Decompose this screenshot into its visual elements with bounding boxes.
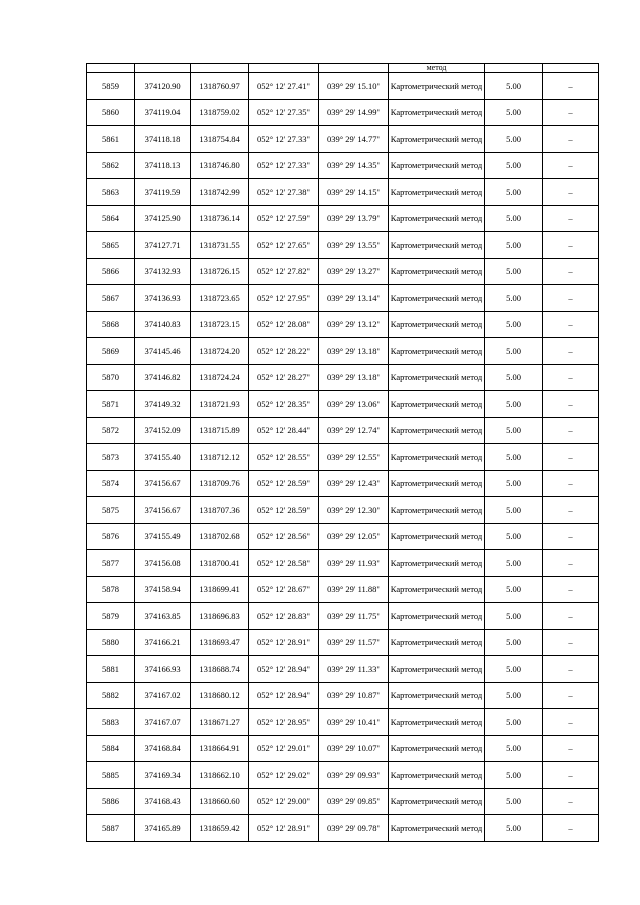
table-row: [87, 417, 599, 444]
cell-method: Картометрический метод: [389, 232, 485, 259]
cell-latitude: 052° 12' 28.55": [249, 444, 319, 471]
table-row: [87, 656, 599, 683]
cell-x: 374168.43: [135, 788, 191, 815]
cell-y: [191, 64, 249, 73]
cell-accuracy: 5.00: [485, 152, 543, 179]
cell-method: Картометрический метод: [389, 815, 485, 842]
cell-method: Картометрический метод: [389, 73, 485, 100]
table-row: [87, 179, 599, 206]
cell-accuracy: 5.00: [485, 470, 543, 497]
cell-description: –: [543, 576, 599, 603]
cell-longitude: 039° 29' 13.55": [319, 232, 389, 259]
cell-x: 374156.67: [135, 470, 191, 497]
cell-longitude: 039° 29' 14.15": [319, 179, 389, 206]
cell-latitude: 052° 12' 28.59": [249, 497, 319, 524]
table-row: [87, 815, 599, 842]
cell-latitude: 052° 12' 27.82": [249, 258, 319, 285]
cell-latitude: 052° 12' 28.91": [249, 629, 319, 656]
cell-y: 1318700.41: [191, 550, 249, 577]
table-row: [87, 99, 599, 126]
cell-latitude: 052° 12' 29.02": [249, 762, 319, 789]
cell-method: метод: [389, 64, 485, 73]
cell-accuracy: 5.00: [485, 497, 543, 524]
cell-x: 374167.07: [135, 709, 191, 736]
cell-latitude: 052° 12' 27.33": [249, 152, 319, 179]
cell-accuracy: 5.00: [485, 99, 543, 126]
cell-point-number: 5873: [87, 444, 135, 471]
cell-latitude: 052° 12' 28.22": [249, 338, 319, 365]
table-body: [87, 64, 599, 842]
cell-x: 374118.18: [135, 126, 191, 153]
cell-longitude: 039° 29' 13.18": [319, 364, 389, 391]
cell-y: 1318709.76: [191, 470, 249, 497]
cell-accuracy: 5.00: [485, 629, 543, 656]
cell-longitude: 039° 29' 11.88": [319, 576, 389, 603]
cell-method: Картометрический метод: [389, 709, 485, 736]
cell-longitude: 039° 29' 11.75": [319, 603, 389, 630]
cell-y: 1318696.83: [191, 603, 249, 630]
cell-y: 1318754.84: [191, 126, 249, 153]
cell-latitude: 052° 12' 28.94": [249, 656, 319, 683]
cell-y: 1318712.12: [191, 444, 249, 471]
cell-point-number: 5864: [87, 205, 135, 232]
cell-longitude: 039° 29' 14.35": [319, 152, 389, 179]
cell-longitude: 039° 29' 10.87": [319, 682, 389, 709]
cell-x: 374118.13: [135, 152, 191, 179]
cell-description: –: [543, 603, 599, 630]
cell-x: 374165.89: [135, 815, 191, 842]
cell-accuracy: [485, 64, 543, 73]
cell-latitude: 052° 12' 27.65": [249, 232, 319, 259]
cell-y: 1318702.68: [191, 523, 249, 550]
cell-longitude: 039° 29' 12.55": [319, 444, 389, 471]
cell-y: 1318659.42: [191, 815, 249, 842]
cell-point-number: 5880: [87, 629, 135, 656]
cell-x: 374152.09: [135, 417, 191, 444]
table-row: [87, 126, 599, 153]
cell-longitude: 039° 29' 12.05": [319, 523, 389, 550]
cell-longitude: 039° 29' 09.78": [319, 815, 389, 842]
cell-description: –: [543, 391, 599, 418]
table-row: [87, 735, 599, 762]
cell-longitude: 039° 29' 15.10": [319, 73, 389, 100]
cell-description: –: [543, 99, 599, 126]
table-row: [87, 205, 599, 232]
continuation-row: [87, 64, 599, 73]
cell-latitude: 052° 12' 28.35": [249, 391, 319, 418]
cell-description: –: [543, 338, 599, 365]
cell-point-number: 5877: [87, 550, 135, 577]
cell-description: –: [543, 364, 599, 391]
cell-method: Картометрический метод: [389, 762, 485, 789]
cell-latitude: 052° 12' 28.95": [249, 709, 319, 736]
cell-longitude: 039° 29' 12.74": [319, 417, 389, 444]
cell-longitude: 039° 29' 09.93": [319, 762, 389, 789]
table-row: [87, 788, 599, 815]
cell-accuracy: 5.00: [485, 417, 543, 444]
cell-point-number: 5883: [87, 709, 135, 736]
cell-point-number: 5867: [87, 285, 135, 312]
cell-description: –: [543, 205, 599, 232]
cell-method: Картометрический метод: [389, 258, 485, 285]
table-row: [87, 232, 599, 259]
cell-x: 374155.40: [135, 444, 191, 471]
cell-point-number: 5876: [87, 523, 135, 550]
coordinates-table: [86, 63, 599, 842]
cell-x: 374158.94: [135, 576, 191, 603]
cell-latitude: 052° 12' 28.44": [249, 417, 319, 444]
cell-method: Картометрический метод: [389, 99, 485, 126]
cell-point-number: 5865: [87, 232, 135, 259]
cell-x: 374166.93: [135, 656, 191, 683]
cell-y: 1318724.20: [191, 338, 249, 365]
cell-x: 374156.67: [135, 497, 191, 524]
cell-point-number: 5869: [87, 338, 135, 365]
cell-x: 374169.34: [135, 762, 191, 789]
cell-point-number: 5879: [87, 603, 135, 630]
cell-accuracy: 5.00: [485, 285, 543, 312]
cell-description: –: [543, 126, 599, 153]
cell-method: Картометрический метод: [389, 311, 485, 338]
table-row: [87, 285, 599, 312]
table-row: [87, 603, 599, 630]
cell-y: 1318759.02: [191, 99, 249, 126]
cell-method: Картометрический метод: [389, 470, 485, 497]
cell-accuracy: 5.00: [485, 73, 543, 100]
cell-method: Картометрический метод: [389, 629, 485, 656]
cell-longitude: 039° 29' 13.14": [319, 285, 389, 312]
cell-method: Картометрический метод: [389, 285, 485, 312]
cell-longitude: [319, 64, 389, 73]
cell-method: Картометрический метод: [389, 338, 485, 365]
cell-accuracy: 5.00: [485, 735, 543, 762]
cell-latitude: 052° 12' 27.41": [249, 73, 319, 100]
cell-y: 1318699.41: [191, 576, 249, 603]
cell-latitude: 052° 12' 28.59": [249, 470, 319, 497]
cell-latitude: 052° 12' 28.27": [249, 364, 319, 391]
cell-longitude: 039° 29' 13.27": [319, 258, 389, 285]
cell-longitude: 039° 29' 11.57": [319, 629, 389, 656]
cell-point-number: 5871: [87, 391, 135, 418]
cell-description: –: [543, 444, 599, 471]
cell-y: 1318688.74: [191, 656, 249, 683]
cell-description: –: [543, 311, 599, 338]
cell-latitude: 052° 12' 27.59": [249, 205, 319, 232]
table-row: [87, 550, 599, 577]
cell-longitude: 039° 29' 14.77": [319, 126, 389, 153]
cell-method: Картометрический метод: [389, 497, 485, 524]
cell-point-number: 5859: [87, 73, 135, 100]
cell-accuracy: 5.00: [485, 258, 543, 285]
cell-y: 1318746.80: [191, 152, 249, 179]
cell-accuracy: 5.00: [485, 523, 543, 550]
cell-x: 374136.93: [135, 285, 191, 312]
cell-y: 1318724.24: [191, 364, 249, 391]
table-row: [87, 576, 599, 603]
table-row: [87, 762, 599, 789]
cell-description: –: [543, 735, 599, 762]
cell-point-number: 5878: [87, 576, 135, 603]
cell-longitude: 039° 29' 12.43": [319, 470, 389, 497]
table-row: [87, 629, 599, 656]
cell-x: 374132.93: [135, 258, 191, 285]
cell-x: 374119.04: [135, 99, 191, 126]
cell-point-number: 5887: [87, 815, 135, 842]
table-row: [87, 444, 599, 471]
cell-x: 374166.21: [135, 629, 191, 656]
cell-latitude: 052° 12' 28.67": [249, 576, 319, 603]
cell-accuracy: 5.00: [485, 338, 543, 365]
cell-latitude: 052° 12' 29.01": [249, 735, 319, 762]
cell-description: –: [543, 815, 599, 842]
cell-description: –: [543, 73, 599, 100]
cell-description: –: [543, 629, 599, 656]
cell-y: 1318662.10: [191, 762, 249, 789]
cell-x: 374145.46: [135, 338, 191, 365]
cell-y: 1318726.15: [191, 258, 249, 285]
cell-x: 374125.90: [135, 205, 191, 232]
cell-accuracy: 5.00: [485, 364, 543, 391]
cell-point-number: 5862: [87, 152, 135, 179]
cell-x: 374127.71: [135, 232, 191, 259]
cell-point-number: 5874: [87, 470, 135, 497]
cell-y: 1318721.93: [191, 391, 249, 418]
cell-description: –: [543, 497, 599, 524]
cell-accuracy: 5.00: [485, 709, 543, 736]
cell-accuracy: 5.00: [485, 603, 543, 630]
cell-longitude: 039° 29' 09.85": [319, 788, 389, 815]
cell-description: –: [543, 232, 599, 259]
cell-x: 374168.84: [135, 735, 191, 762]
cell-method: Картометрический метод: [389, 656, 485, 683]
cell-x: 374120.90: [135, 73, 191, 100]
cell-accuracy: 5.00: [485, 179, 543, 206]
cell-description: –: [543, 179, 599, 206]
cell-description: –: [543, 470, 599, 497]
cell-point-number: 5870: [87, 364, 135, 391]
cell-y: 1318693.47: [191, 629, 249, 656]
cell-accuracy: 5.00: [485, 815, 543, 842]
cell-accuracy: 5.00: [485, 682, 543, 709]
table-row: [87, 152, 599, 179]
cell-x: 374167.02: [135, 682, 191, 709]
cell-point-number: 5861: [87, 126, 135, 153]
cell-description: –: [543, 523, 599, 550]
cell-method: Картометрический метод: [389, 444, 485, 471]
cell-point-number: 5868: [87, 311, 135, 338]
cell-latitude: [249, 64, 319, 73]
cell-x: 374163.85: [135, 603, 191, 630]
cell-latitude: 052° 12' 27.95": [249, 285, 319, 312]
cell-latitude: 052° 12' 28.91": [249, 815, 319, 842]
cell-method: Картометрический метод: [389, 417, 485, 444]
cell-y: 1318664.91: [191, 735, 249, 762]
cell-accuracy: 5.00: [485, 762, 543, 789]
cell-description: –: [543, 285, 599, 312]
cell-x: 374146.82: [135, 364, 191, 391]
cell-y: 1318736.14: [191, 205, 249, 232]
table-row: [87, 523, 599, 550]
cell-latitude: 052° 12' 27.33": [249, 126, 319, 153]
cell-y: 1318723.65: [191, 285, 249, 312]
cell-description: –: [543, 550, 599, 577]
cell-method: Картометрический метод: [389, 364, 485, 391]
cell-description: –: [543, 656, 599, 683]
cell-y: 1318680.12: [191, 682, 249, 709]
cell-y: 1318742.99: [191, 179, 249, 206]
cell-method: Картометрический метод: [389, 788, 485, 815]
cell-accuracy: 5.00: [485, 788, 543, 815]
cell-accuracy: 5.00: [485, 126, 543, 153]
table-row: [87, 470, 599, 497]
cell-x: [135, 64, 191, 73]
cell-description: –: [543, 258, 599, 285]
cell-x: 374119.59: [135, 179, 191, 206]
cell-longitude: 039° 29' 10.07": [319, 735, 389, 762]
cell-longitude: 039° 29' 11.33": [319, 656, 389, 683]
cell-description: –: [543, 152, 599, 179]
table-row: [87, 364, 599, 391]
cell-longitude: 039° 29' 13.12": [319, 311, 389, 338]
cell-point-number: 5886: [87, 788, 135, 815]
cell-accuracy: 5.00: [485, 444, 543, 471]
cell-description: [543, 64, 599, 73]
cell-y: 1318760.97: [191, 73, 249, 100]
cell-point-number: 5875: [87, 497, 135, 524]
cell-longitude: 039° 29' 10.41": [319, 709, 389, 736]
table-row: [87, 311, 599, 338]
cell-method: Картометрический метод: [389, 523, 485, 550]
cell-y: 1318723.15: [191, 311, 249, 338]
cell-description: –: [543, 417, 599, 444]
cell-latitude: 052° 12' 29.00": [249, 788, 319, 815]
cell-y: 1318707.36: [191, 497, 249, 524]
cell-method: Картометрический метод: [389, 576, 485, 603]
cell-method: Картометрический метод: [389, 152, 485, 179]
cell-latitude: 052° 12' 28.08": [249, 311, 319, 338]
cell-method: Картометрический метод: [389, 550, 485, 577]
cell-method: Картометрический метод: [389, 179, 485, 206]
table-row: [87, 391, 599, 418]
cell-description: –: [543, 788, 599, 815]
cell-point-number: 5885: [87, 762, 135, 789]
table-row: [87, 73, 599, 100]
cell-longitude: 039° 29' 12.30": [319, 497, 389, 524]
cell-accuracy: 5.00: [485, 656, 543, 683]
cell-longitude: 039° 29' 11.93": [319, 550, 389, 577]
cell-longitude: 039° 29' 13.79": [319, 205, 389, 232]
cell-method: Картометрический метод: [389, 126, 485, 153]
cell-latitude: 052° 12' 28.83": [249, 603, 319, 630]
cell-y: 1318731.55: [191, 232, 249, 259]
cell-method: Картометрический метод: [389, 603, 485, 630]
table-row: [87, 709, 599, 736]
cell-description: –: [543, 682, 599, 709]
cell-accuracy: 5.00: [485, 576, 543, 603]
cell-latitude: 052° 12' 27.38": [249, 179, 319, 206]
cell-x: 374140.83: [135, 311, 191, 338]
cell-description: –: [543, 709, 599, 736]
cell-latitude: 052° 12' 28.56": [249, 523, 319, 550]
cell-longitude: 039° 29' 13.06": [319, 391, 389, 418]
cell-x: 374156.08: [135, 550, 191, 577]
cell-point-number: 5863: [87, 179, 135, 206]
cell-point-number: 5884: [87, 735, 135, 762]
cell-method: Картометрический метод: [389, 391, 485, 418]
cell-y: 1318660.60: [191, 788, 249, 815]
table-row: [87, 497, 599, 524]
cell-description: –: [543, 762, 599, 789]
cell-point-number: 5866: [87, 258, 135, 285]
table-row: [87, 258, 599, 285]
cell-accuracy: 5.00: [485, 311, 543, 338]
cell-point-number: 5881: [87, 656, 135, 683]
cell-y: 1318671.27: [191, 709, 249, 736]
cell-method: Картометрический метод: [389, 205, 485, 232]
cell-x: 374149.32: [135, 391, 191, 418]
cell-longitude: 039° 29' 13.18": [319, 338, 389, 365]
cell-point-number: 5860: [87, 99, 135, 126]
cell-longitude: 039° 29' 14.99": [319, 99, 389, 126]
cell-accuracy: 5.00: [485, 391, 543, 418]
cell-accuracy: 5.00: [485, 205, 543, 232]
table-row: [87, 682, 599, 709]
cell-latitude: 052° 12' 28.94": [249, 682, 319, 709]
cell-latitude: 052° 12' 27.35": [249, 99, 319, 126]
cell-accuracy: 5.00: [485, 232, 543, 259]
table-row: [87, 338, 599, 365]
cell-y: 1318715.89: [191, 417, 249, 444]
cell-point-number: [87, 64, 135, 73]
cell-point-number: 5882: [87, 682, 135, 709]
cell-latitude: 052° 12' 28.58": [249, 550, 319, 577]
cell-method: Картометрический метод: [389, 735, 485, 762]
cell-point-number: 5872: [87, 417, 135, 444]
cell-method: Картометрический метод: [389, 682, 485, 709]
cell-x: 374155.49: [135, 523, 191, 550]
cell-accuracy: 5.00: [485, 550, 543, 577]
